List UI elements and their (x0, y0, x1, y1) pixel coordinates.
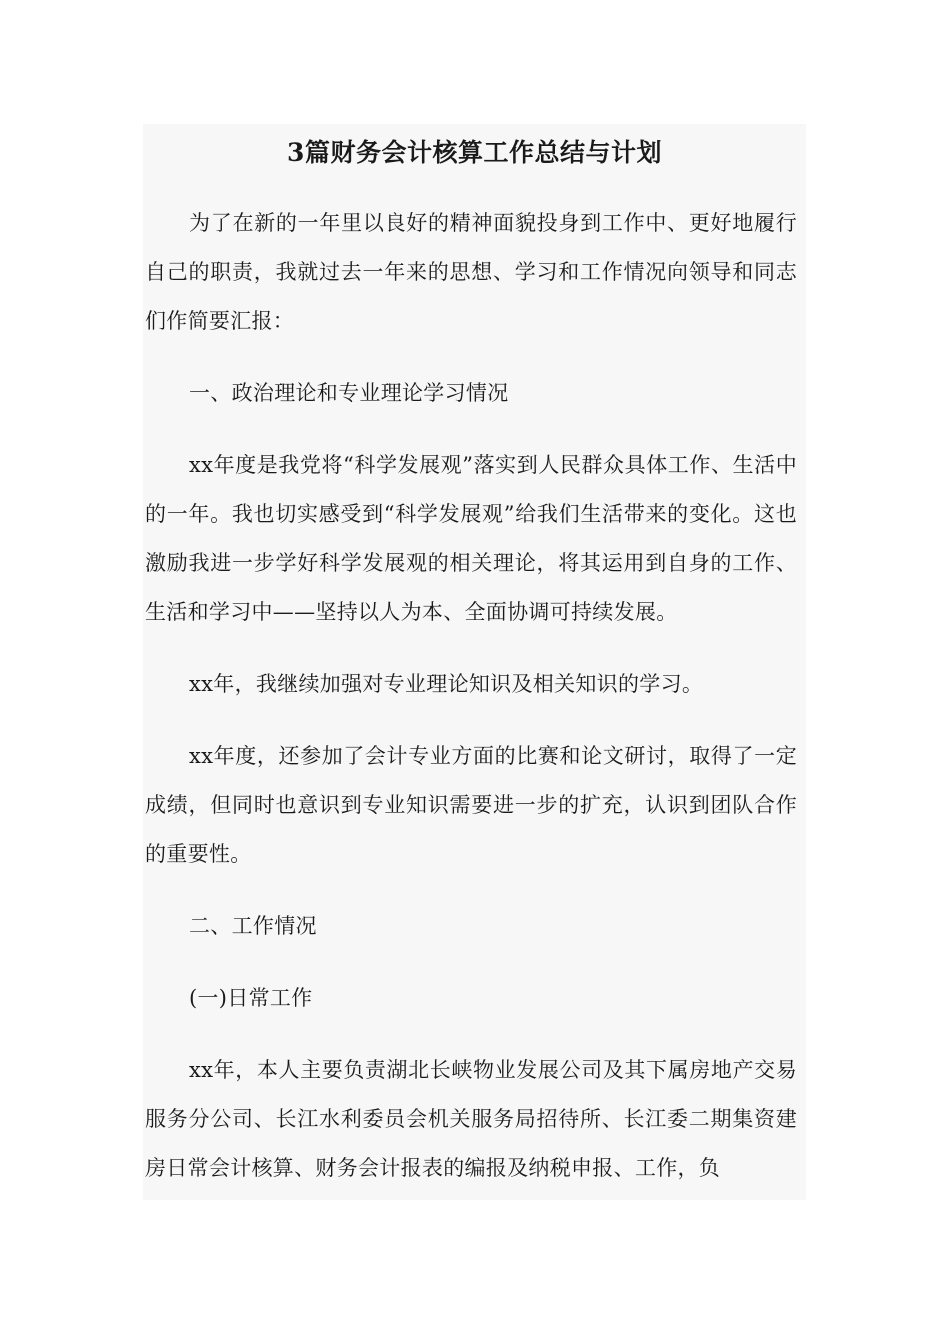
paragraph-study: xx年，我继续加强对专业理论知识及相关知识的学习。 (189, 672, 704, 696)
section-heading-1: 一、政治理论和专业理论学习情况 (189, 381, 509, 405)
paragraph-intro: 为了在新的一年里以良好的精神面貌投身到工作中、更好地履行自己的职责，我就过去一年来的思想、学习和工作情况向领导和同志们作简要汇报： (145, 211, 797, 333)
paragraph-competition: xx年度，还参加了会计专业方面的比赛和论文研讨，取得了一定成绩，但同时也意识到专业知识需要进一步的扩充，认识到团队合作的重要性。 (145, 744, 797, 866)
paragraph-daily-work: xx年，本人主要负责湖北长峡物业发展公司及其下属房地产交易服务分公司、长江水利委员会机关服务局招待所、长江委二期集资建房日常会计核算、财务会计报表的编报及纳税申报、工作，负 (145, 1058, 797, 1180)
subsection-heading-daily-work: (一)日常工作 (189, 986, 313, 1010)
document-title: 3篇财务会计核算工作总结与计划 (287, 138, 662, 167)
section-heading-2: 二、工作情况 (189, 914, 317, 938)
document-body (145, 199, 797, 1216)
paragraph-scientific-outlook: xx年度是我党将“科学发展观”落实到人民群众具体工作、生活中的一年。我也切实感受到“科学发展观”给我们生活带来的变化。这也激励我进一步学好科学发展观的相关理论，将其运用到自身的工作、生活和学习中——坚持以人为本、全面协调可持续发展。 (145, 453, 797, 624)
